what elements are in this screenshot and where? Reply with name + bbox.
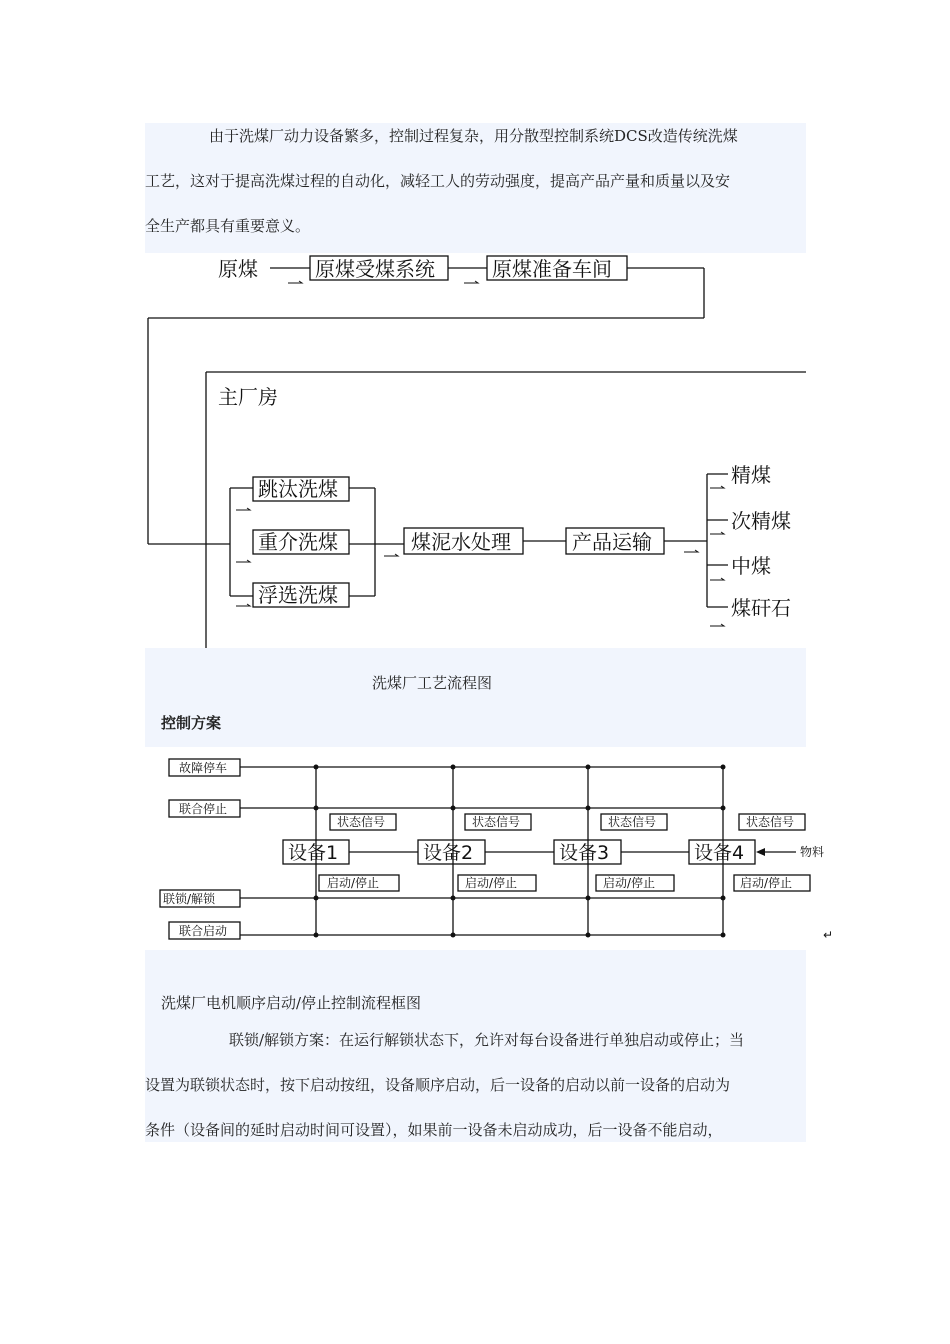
paragraph-return-mark: ↵ xyxy=(823,928,834,942)
status-signal-3: 状态信号 xyxy=(608,815,657,829)
material-label: 物料 xyxy=(800,845,825,859)
interlock-line-2: 设置为联锁状态时，按下启动按纽，设备顺序启动，后一设备的启动以前一设备的启动为 xyxy=(145,1076,731,1094)
bus-interlock: 联锁/解锁 xyxy=(163,892,216,906)
flow-caption: 洗煤厂工艺流程图 xyxy=(372,674,493,692)
intro-line-3: 全生产都具有重要意义。 xyxy=(145,217,311,235)
dense-medium-box: 重介洗煤 xyxy=(258,530,338,554)
start-stop-2: 启动/停止 xyxy=(465,876,518,890)
jig-box: 跳汰洗煤 xyxy=(258,477,338,501)
start-stop-3: 启动/停止 xyxy=(603,876,656,890)
device-4: 设备4 xyxy=(694,842,745,864)
device-3: 设备3 xyxy=(559,842,610,864)
interlock-line-3: 条件（设备间的延时启动时间可设置），如果前一设备未启动成功，后一设备不能启动， xyxy=(145,1121,723,1139)
slime-water-box: 煤泥水处理 xyxy=(411,530,511,554)
transport-box: 产品运输 xyxy=(572,530,652,554)
flotation-box: 浮选洗煤 xyxy=(258,583,338,607)
device-2: 设备2 xyxy=(423,842,474,864)
product-clean-coal: 精煤 xyxy=(731,463,771,487)
control-caption: 洗煤厂电机顺序启动/停止控制流程框图 xyxy=(161,994,422,1012)
product-middlings: 中煤 xyxy=(731,554,771,578)
prep-box: 原煤准备车间 xyxy=(492,257,612,281)
status-signal-1: 状态信号 xyxy=(337,815,386,829)
section-heading: 控制方案 xyxy=(161,714,222,732)
intro-line-1: 由于洗煤厂动力设备繁多，控制过程复杂，用分散型控制系统DCS改造传统洗煤 xyxy=(209,127,738,145)
bus-joint-start: 联合启动 xyxy=(179,924,228,938)
interlock-paragraph xyxy=(145,1018,807,1153)
bus-joint-stop: 联合停止 xyxy=(179,802,228,816)
intro-line-2: 工艺，这对于提高洗煤过程的自动化，减轻工人的劳动强度，提高产品产量和质量以及安 xyxy=(145,172,731,190)
receiving-box: 原煤受煤系统 xyxy=(315,257,435,281)
status-signal-2: 状态信号 xyxy=(472,815,521,829)
product-secondary-coal: 次精煤 xyxy=(731,509,791,533)
start-stop-1: 启动/停止 xyxy=(327,876,380,890)
raw-coal-label: 原煤 xyxy=(218,257,258,281)
interlock-line-1: 联锁/解锁方案：在运行解锁状态下，允许对每台设备进行单独启动或停止；当 xyxy=(229,1031,745,1049)
main-building-label: 主厂房 xyxy=(218,385,278,409)
device-1: 设备1 xyxy=(288,842,339,864)
status-signal-4: 状态信号 xyxy=(746,815,795,829)
start-stop-4: 启动/停止 xyxy=(740,876,793,890)
product-gangue: 煤矸石 xyxy=(731,596,791,620)
bus-fault-stop: 故障停车 xyxy=(179,761,228,775)
